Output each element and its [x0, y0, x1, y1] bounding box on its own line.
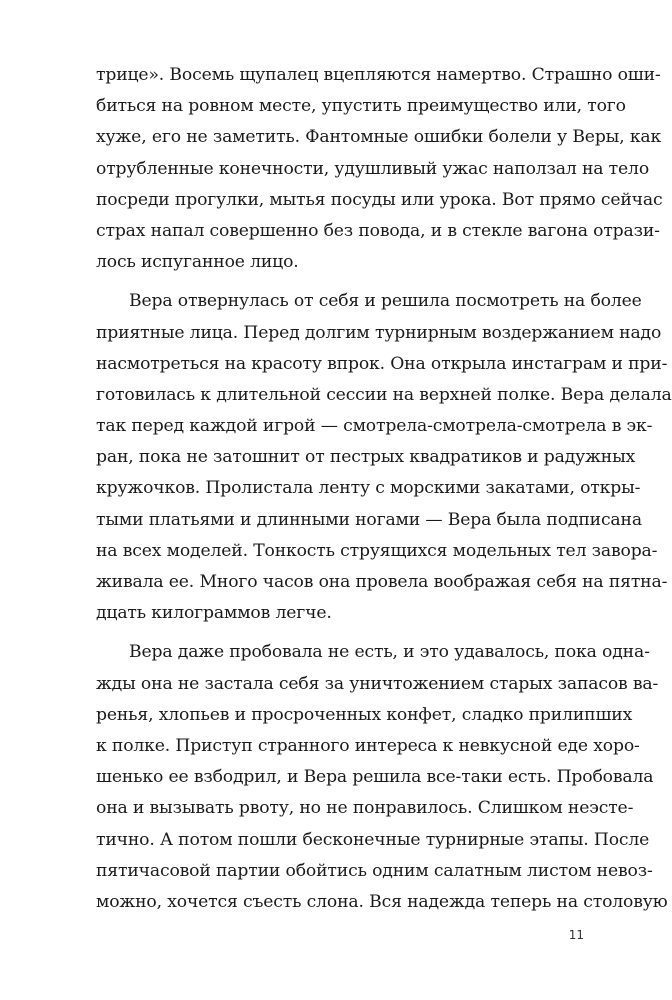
paragraph-gap [96, 629, 587, 637]
text-line: ренья, хлопьев и просроченных конфет, сладко прилипших [96, 704, 633, 725]
paragraph-gap [96, 278, 587, 286]
text-line: биться на ровном месте, упустить преимущество или, того [96, 96, 626, 117]
text-line: она и вызывать рвоту, но не понравилось. Слишком неэсте- [96, 798, 634, 819]
text-line: посреди прогулки, мытья посуды или урока. Вот прямо сейчас [96, 189, 663, 210]
text-line: хуже, его не заметить. Фантомные ошибки болели у Веры, как [96, 127, 662, 148]
text-line: отрубленные конечности, удушливый ужас наползал на тело [96, 158, 650, 179]
text-line: кружочков. Пролистала ленту с морскими закатами, откры- [96, 478, 641, 499]
text-line: к полке. Приступ странного интереса к невкусной еде хоро- [96, 735, 640, 756]
text-line: ран, пока не затошнит от пестрых квадратиков и радужных [96, 447, 636, 468]
body-text [96, 60, 672, 918]
text-line: страх напал совершенно без повода, и в стекле вагона отрази- [96, 220, 660, 241]
paragraph [96, 60, 663, 278]
text-line: насмотреться на красоту впрок. Она открыла инстаграм и при- [96, 353, 668, 374]
text-line: так перед каждой игрой — смотрела-смотрела-смотрела в эк- [96, 416, 653, 437]
text-line: на всех моделей. Тонкость струящихся модельных тел завора- [96, 540, 658, 561]
text-line: живала ее. Много часов она провела воображая себя на пятна- [96, 572, 668, 592]
text-line: Вера отвернулась от себя и решила посмотреть на более [129, 291, 642, 312]
text-line: готовилась к длительной сессии на верхней полке. Вера делала [96, 384, 672, 405]
text-line: тыми платьями и длинными ногами — Вера была подписана [96, 509, 642, 530]
text-line: тично. А потом пошли бесконечные турнирные этапы. После [96, 829, 650, 850]
text-line: пятичасовой партии обойтись одним салатным листом невоз- [96, 860, 653, 881]
text-line: дцать килограммов легче. [96, 603, 332, 624]
paragraph [96, 637, 668, 918]
text-line: лось испуганное лицо. [96, 252, 299, 273]
text-line: можно, хочется съесть слона. Вся надежда теперь на столовую [96, 891, 668, 912]
page-number: 11 [568, 928, 584, 942]
text-line: приятные лица. Перед долгим турнирным воздержанием надо [96, 322, 662, 343]
text-line: трице». Восемь щупалец вцепляются намертво. Страшно оши- [96, 65, 661, 85]
text-line: Вера даже пробовала не есть, и это удавалось, пока одна- [129, 642, 650, 663]
text-line: жды она не застала себя за уничтожением старых запасов ва- [96, 673, 659, 694]
text-line: шенько ее взбодрил, и Вера решила все-таки есть. Пробовала [96, 767, 654, 788]
paragraph [96, 286, 672, 629]
